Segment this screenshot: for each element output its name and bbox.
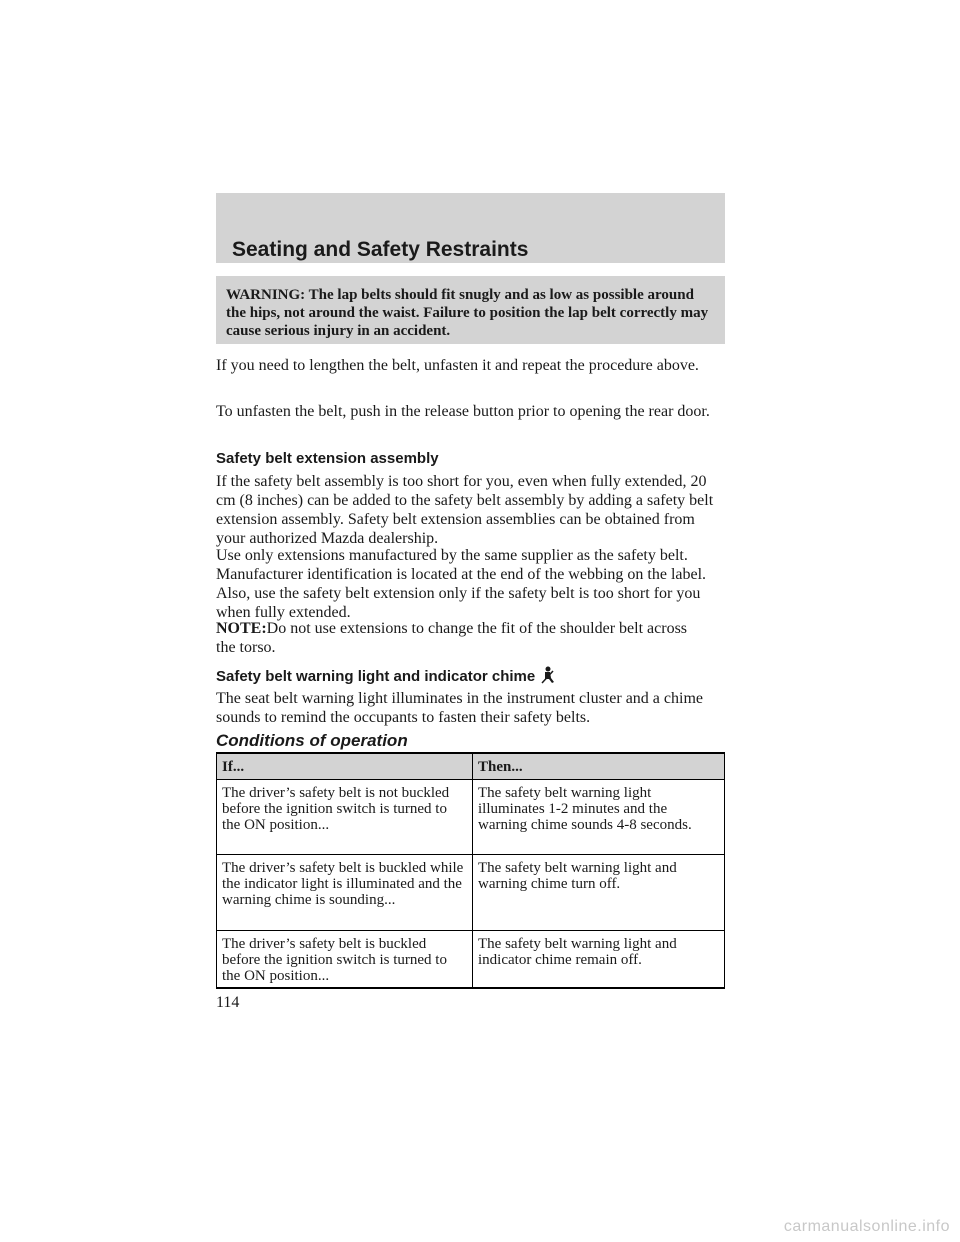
chime-heading-text: Safety belt warning light and indicator chime [216,668,536,685]
table-row [217,780,725,855]
conditions-table [216,752,725,989]
extension-heading: Safety belt extension assembly [216,450,439,467]
chime-paragraph: The seat belt warning light illuminates in the instrument cluster and a chime sounds to remind the occupants to fasten their safety belts. [216,690,703,726]
note-text: Do not use extensions to change the fit of the shoulder belt across the torso. [216,620,688,656]
table-row [217,931,725,989]
table-cell-then: The safety belt warning light and indicator chime remain off. [473,931,725,989]
seatbelt-warning-icon [539,666,555,688]
note-label: NOTE: [216,620,267,637]
paragraph-lengthen: If you need to lengthen the belt, unfasten it and repeat the procedure above. [216,357,699,374]
table-cell-then: The safety belt warning light and warning chime turn off. [473,855,725,931]
table-cell-then: The safety belt warning light illuminates 1-2 minutes and the warning chime sounds 4-8 seconds. [473,780,725,855]
warning-box: WARNING: The lap belts should fit snugly and as low as possible around the hips, not around the waist. Failure to position the lap belt correctly may cause serious injury in an accident. [216,276,725,344]
column-header-then: Then... [473,753,725,780]
extension-note [216,619,696,657]
page-number: 114 [216,994,240,1011]
column-header-if: If... [217,753,473,780]
table-cell-if: The driver’s safety belt is buckled while the indicator light is illuminated and the warning chime is sounding... [217,855,473,931]
section-title: Seating and Safety Restraints [232,238,529,261]
watermark: carmanualsonline.info [783,1218,950,1235]
paragraph-unfasten: To unfasten the belt, push in the release button prior to opening the rear door. [216,403,710,420]
table-cell-if: The driver’s safety belt is not buckled before the ignition switch is turned to the ON position... [217,780,473,855]
chime-heading [216,666,555,688]
conditions-heading: Conditions of operation [216,731,408,750]
extension-paragraph-1: If the safety belt assembly is too short for you, even when fully extended, 20 cm (8 inches) can be added to the safety belt assembly by adding a safety belt extension assembly. Safety belt extension assemblies can be obtained from your authorized Mazda dealership. [216,473,714,547]
table-cell-if: The driver’s safety belt is buckled before the ignition switch is turned to the ON position... [217,931,473,989]
table-row [217,855,725,931]
table-header-row [217,753,725,780]
section-header [216,193,725,263]
extension-paragraph-2: Use only extensions manufactured by the same supplier as the safety belt. Manufacturer identification is located at the end of the webbing on the label. Also, use the safety belt extension only if the safety belt is too short for you when fully extended. [216,547,707,621]
